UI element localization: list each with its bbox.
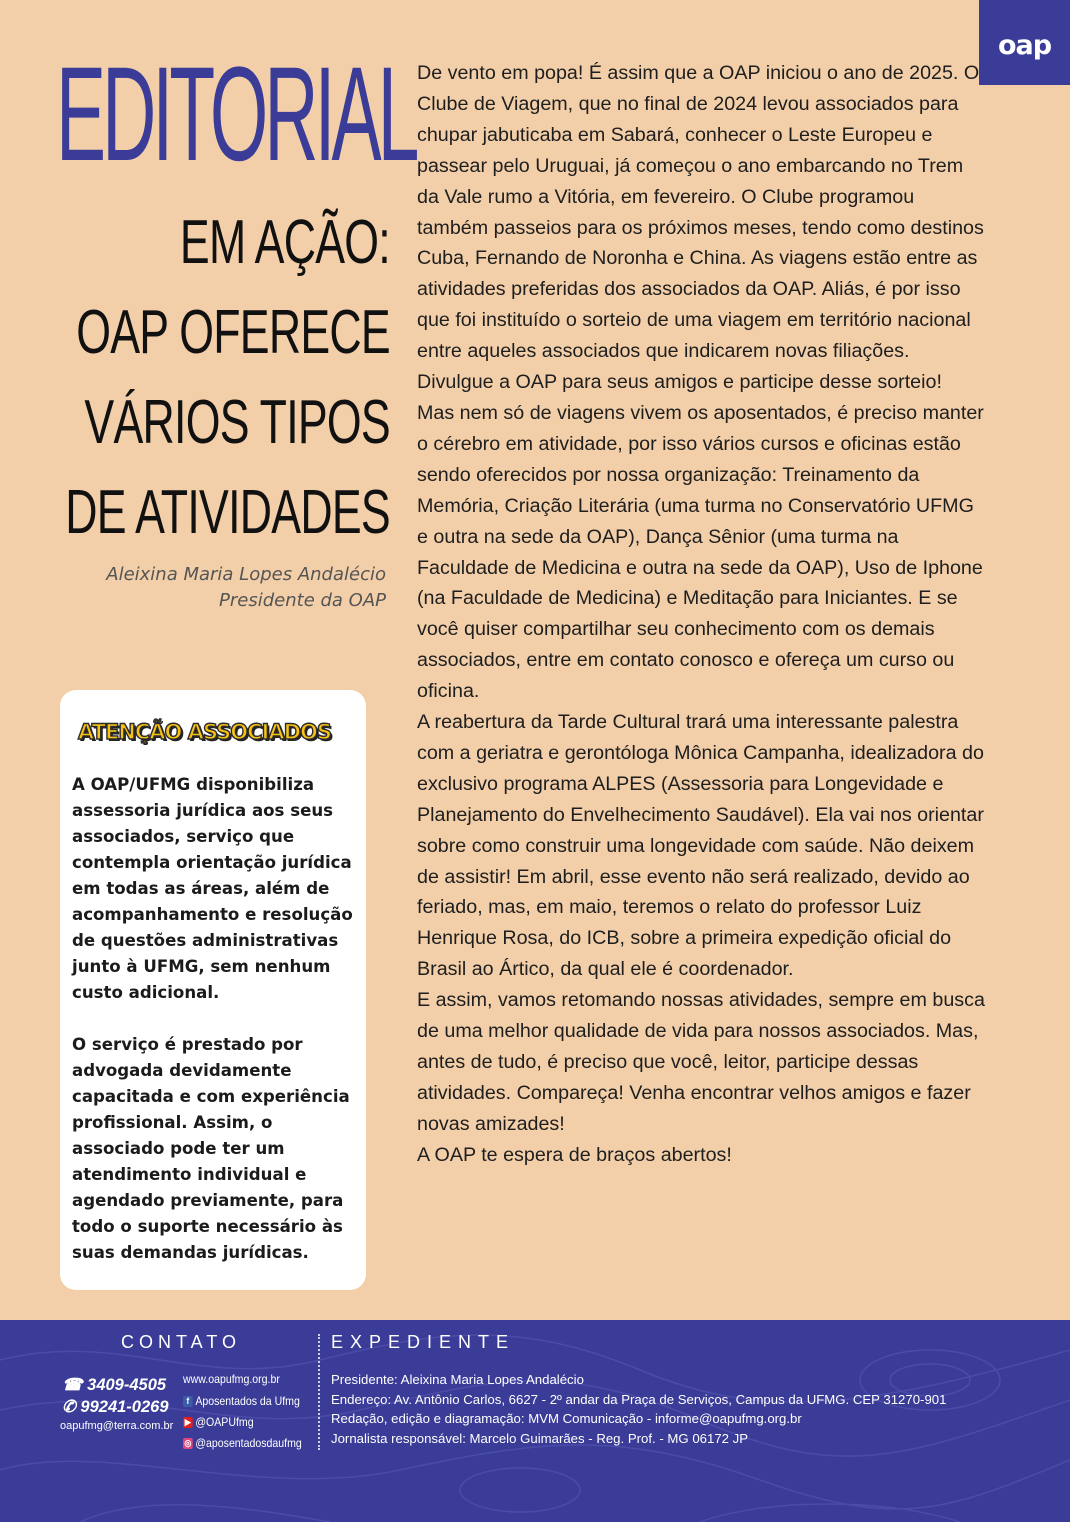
headline-line: DE ATIVIDADES <box>65 478 390 547</box>
phone-icon: ☎ <box>62 1376 83 1394</box>
notice-paragraph: A OAP/UFMG disponibiliza assessoria jurídica aos seus associados, serviço que contempla orientação jurídica em todas as áreas, além de acompanhamento e resolução de questões administrativas junto à UFMG, sem nenhum custo adicional. <box>72 775 353 1002</box>
expediente-line: Endereço: Av. Antônio Carlos, 6627 - 2º andar da Praça de Serviços, Campus da UFMG. CEP 31270-901 <box>331 1391 947 1407</box>
body-paragraph: Mas nem só de viagens vivem os aposentados, é preciso manter o cérebro em atividade, por isso vários cursos e oficinas estão sendo oferecidos por nossa organização: Treinamento da Memória, Criação Literária (uma turma no Conservatório UFMG e outra na sede da OAP), Dança Sênior (uma turma na Faculdade de Medicina e outra na sede da OAP), Uso de Iphone (na Faculdade de Medicina) e Meditação para Iniciantes. E se você quiser compartilhar seu conhecimento com os demais associados, entre em contato conosco e ofereça um curso ou oficina. <box>417 401 984 703</box>
youtube-link[interactable] <box>183 1415 254 1429</box>
notice-paragraph: O serviço é prestado por advogada devidamente capacitada e com experiência profissional. Assim, o associado pode ter um atendimento individual e agendado previamente, para todo o suporte necessário às suas demandas jurídicas. <box>72 1035 350 1262</box>
facebook-text: Aposentados da Ufmg <box>195 1394 300 1408</box>
whatsapp-number <box>62 1397 169 1417</box>
author-name: Aleixina Maria Lopes Andalécio <box>106 564 386 585</box>
body-paragraph: De vento em popa! É assim que a OAP iniciou o ano de 2025. O Clube de Viagem, que no final de 2024 levou associados para chupar jabuticaba em Sabará, conhecer o Leste Europeu e passear pelo Uruguai, já começou o ano embarcando no Trem da Vale rumo a Vitória, em fevereiro. O Clube programou também passeios para os próximos meses, tendo como destinos Cuba, Fernando de Noronha e China. As viagens estão entre as atividades preferidas dos associados da OAP. Aliás, é por isso que foi instituído o sorteio de uma viagem em território nacional entre aqueles associados que indicarem novas filiações. Divulgue a OAP para seus amigos e participe desse sorteio! <box>417 62 984 394</box>
footer-divider <box>318 1334 320 1450</box>
notice-title: ATENÇÃO ASSOCIADOS <box>78 720 331 744</box>
facebook-link[interactable] <box>183 1394 300 1408</box>
phone-number <box>62 1375 166 1395</box>
editorial-body <box>417 58 987 1171</box>
expediente-line: Presidente: Aleixina Maria Lopes Andalécio <box>331 1372 584 1387</box>
notice-text <box>72 772 362 1266</box>
whatsapp-text: 99241-0269 <box>80 1398 169 1416</box>
body-paragraph: A OAP te espera de braços abertos! <box>417 1143 732 1166</box>
headline-line: VÁRIOS TIPOS <box>84 388 390 457</box>
phone-text: 3409-4505 <box>87 1376 167 1394</box>
headline-line: EM AÇÃO: <box>179 208 390 277</box>
youtube-text: @OAPUfmg <box>195 1415 254 1429</box>
youtube-icon: ▶ <box>184 1416 191 1427</box>
author-block <box>106 562 386 614</box>
body-paragraph: A reabertura da Tarde Cultural trará uma interessante palestra com a geriatra e gerontóloga Mônica Campanha, idealizadora do exclusivo programa ALPES (Assessoria para Longevidade e Planejamento do Envelhecimento Saudável). Ela vai nos orientar sobre como construir uma longevidade com saúde. Não deixem de assistir! Em abril, esse evento não será realizado, devido ao feriado, mas, em maio, teremos o relato do professor Luiz Henrique Rosa, do ICB, sobre a primeira expedição oficial do Brasil ao Ártico, da qual ele é coordenador. <box>417 711 984 981</box>
expediente-heading: EXPEDIENTE <box>331 1332 516 1352</box>
expediente-line: Jornalista responsável: Marcelo Guimarães - Reg. Prof. - MG 06172 JP <box>331 1430 749 1446</box>
expediente-line: Redação, edição e diagramação: MVM Comunicação - informe@oapufmg.org.br <box>331 1411 802 1426</box>
whatsapp-icon: ✆ <box>62 1398 76 1416</box>
author-role: Presidente da OAP <box>219 590 386 611</box>
expediente-lines <box>331 1370 946 1448</box>
facebook-icon: f <box>183 1396 193 1407</box>
instagram-icon: ◎ <box>184 1437 192 1448</box>
headline <box>0 198 390 558</box>
notice-box <box>60 690 366 1290</box>
footer <box>0 1320 1070 1522</box>
instagram-link[interactable] <box>183 1436 302 1450</box>
website-text: www.oapufmg.org.br <box>183 1372 280 1386</box>
headline-line: OAP OFERECE <box>76 298 390 367</box>
instagram-text: @aposentadosdaufmg <box>195 1436 302 1450</box>
body-paragraph: E assim, vamos retomando nossas atividades, sempre em busca de uma melhor qualidade de vida para nossos associados. Mas, antes de tudo, é preciso que você, leitor, participe dessas atividades. Compareça! Venha encontrar velhos amigos e fazer novas amizades! <box>417 989 985 1135</box>
oap-logo: oap <box>979 0 1070 85</box>
website-link[interactable] <box>183 1372 280 1386</box>
editorial-title: EDITORIAL <box>56 40 416 189</box>
contact-email[interactable]: oapufmg@terra.com.br <box>60 1420 174 1432</box>
contato-heading: CONTATO <box>121 1332 241 1352</box>
